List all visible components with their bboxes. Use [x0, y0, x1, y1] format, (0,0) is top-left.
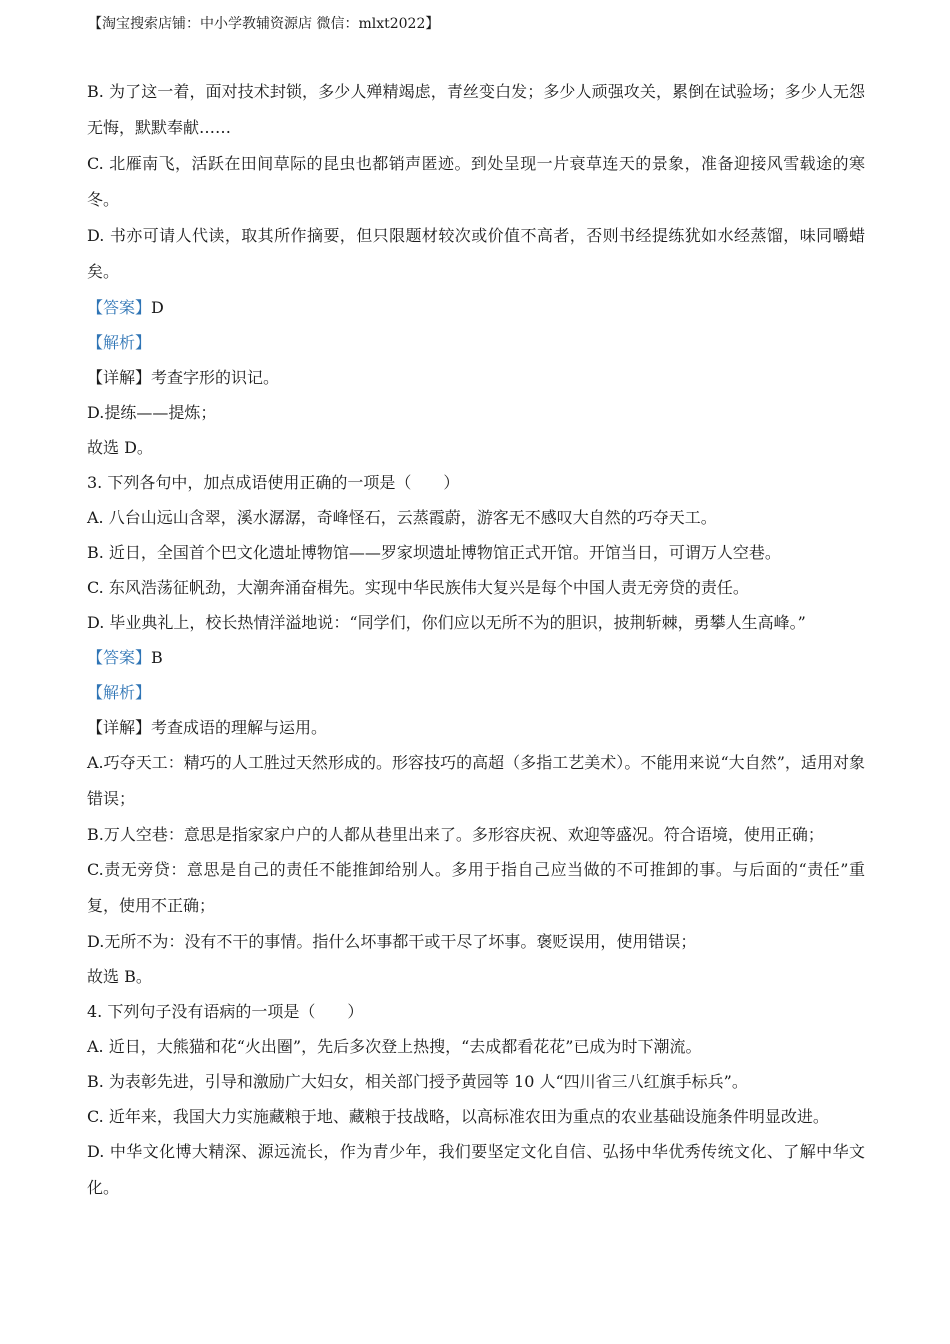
answer-value: B: [151, 648, 163, 667]
q3-option-b: B. 近日，全国首个巴文化遗址博物馆——罗家坝遗址博物馆正式开馆。开馆当日，可谓万人空巷。: [87, 543, 781, 562]
q2-analysis: [87, 325, 865, 360]
q3-explain-d: D.无所不为：没有不干的事情。指什么坏事都干或干尽了坏事。褒贬误用，使用错误；: [87, 932, 697, 951]
detail-label: 【详解】: [87, 368, 152, 387]
q4-option-a: A. 近日，大熊猫和花“火出圈”，先后多次登上热搜，“去成都看花花”已成为时下潮流。: [87, 1037, 702, 1056]
document-body: [87, 74, 865, 1206]
q2-detail: [87, 360, 865, 395]
answer-label: 【答案】: [87, 298, 152, 317]
q2-option-c: C. 北雁南飞，活跃在田间草际的昆虫也都销声匿迹。到处呈现一片衰草连天的景象，准备迎接风雪载途的寒冬。: [87, 154, 865, 209]
analysis-label: 【解析】: [87, 333, 152, 352]
detail-text: 考查成语的理解与运用。: [151, 718, 328, 737]
q4-option-c: C. 近年来，我国大力实施藏粮于地、藏粮于技战略，以高标准农田为重点的农业基础设施条件明显改进。: [87, 1107, 829, 1126]
q2-option-d: D. 书亦可请人代读，取其所作摘要，但只限题材较次或价值不高者，否则书经提练犹如水经蒸馏，味同嚼蜡矣。: [87, 226, 865, 281]
q2-conclusion: 故选 D。: [87, 438, 153, 457]
q4-option-d: D. 中华文化博大精深、源远流长，作为青少年，我们要坚定文化自信、弘扬中华优秀传统文化、了解中华文化。: [87, 1142, 865, 1197]
q3-option-c: C. 东风浩荡征帆劲，大潮奔涌奋楫先。实现中华民族伟大复兴是每个中国人责无旁贷的责任。: [87, 578, 749, 597]
q3-detail: [87, 710, 865, 745]
detail-text: 考查字形的识记。: [151, 368, 280, 387]
answer-value: D: [151, 298, 164, 317]
q3-explain-c: C.责无旁贷：意思是自己的责任不能推卸给别人。多用于指自己应当做的不可推卸的事。与后面的“责任”重复，使用不正确；: [87, 860, 865, 915]
q3-explain-b: B.万人空巷：意思是指家家户户的人都从巷里出来了。多形容庆祝、欢迎等盛况。符合语境，使用正确；: [87, 825, 824, 844]
q2-explain-d: D.提练——提炼；: [87, 403, 217, 422]
page-header: 【淘宝搜索店铺：中小学教辅资源店 微信：mlxt2022】: [88, 16, 440, 32]
q4-option-b: B. 为表彰先进，引导和激励广大妇女，相关部门授予黄园等 10 人“四川省三八红旗手标兵”。: [87, 1072, 748, 1091]
q4-stem: 4. 下列句子没有语病的一项是（ ）: [87, 1002, 364, 1021]
q3-conclusion: 故选 B。: [87, 967, 152, 986]
q2-option-b: B. 为了这一着，面对技术封锁，多少人殚精竭虑，青丝变白发；多少人顽强攻关，累倒在试验场；多少人无怨无悔，默默奉献……: [87, 82, 865, 137]
q2-answer: [87, 290, 865, 325]
q3-answer: [87, 640, 865, 675]
q3-stem: 3. 下列各句中，加点成语使用正确的一项是（ ）: [87, 473, 460, 492]
q3-option-a: A. 八台山远山含翠，溪水潺潺，奇峰怪石，云蒸霞蔚，游客无不感叹大自然的巧夺天工。: [87, 508, 717, 527]
q3-option-d: D. 毕业典礼上，校长热情洋溢地说：“同学们，你们应以无所不为的胆识，披荆斩棘，勇攀人生高峰。”: [87, 613, 806, 632]
analysis-label: 【解析】: [87, 683, 152, 702]
answer-label: 【答案】: [87, 648, 152, 667]
q3-explain-a: A.巧夺天工：精巧的人工胜过天然形成的。形容技巧的高超（多指工艺美术）。不能用来说“大自然”，适用对象错误；: [87, 753, 865, 808]
q3-analysis: [87, 675, 865, 710]
detail-label: 【详解】: [87, 718, 152, 737]
